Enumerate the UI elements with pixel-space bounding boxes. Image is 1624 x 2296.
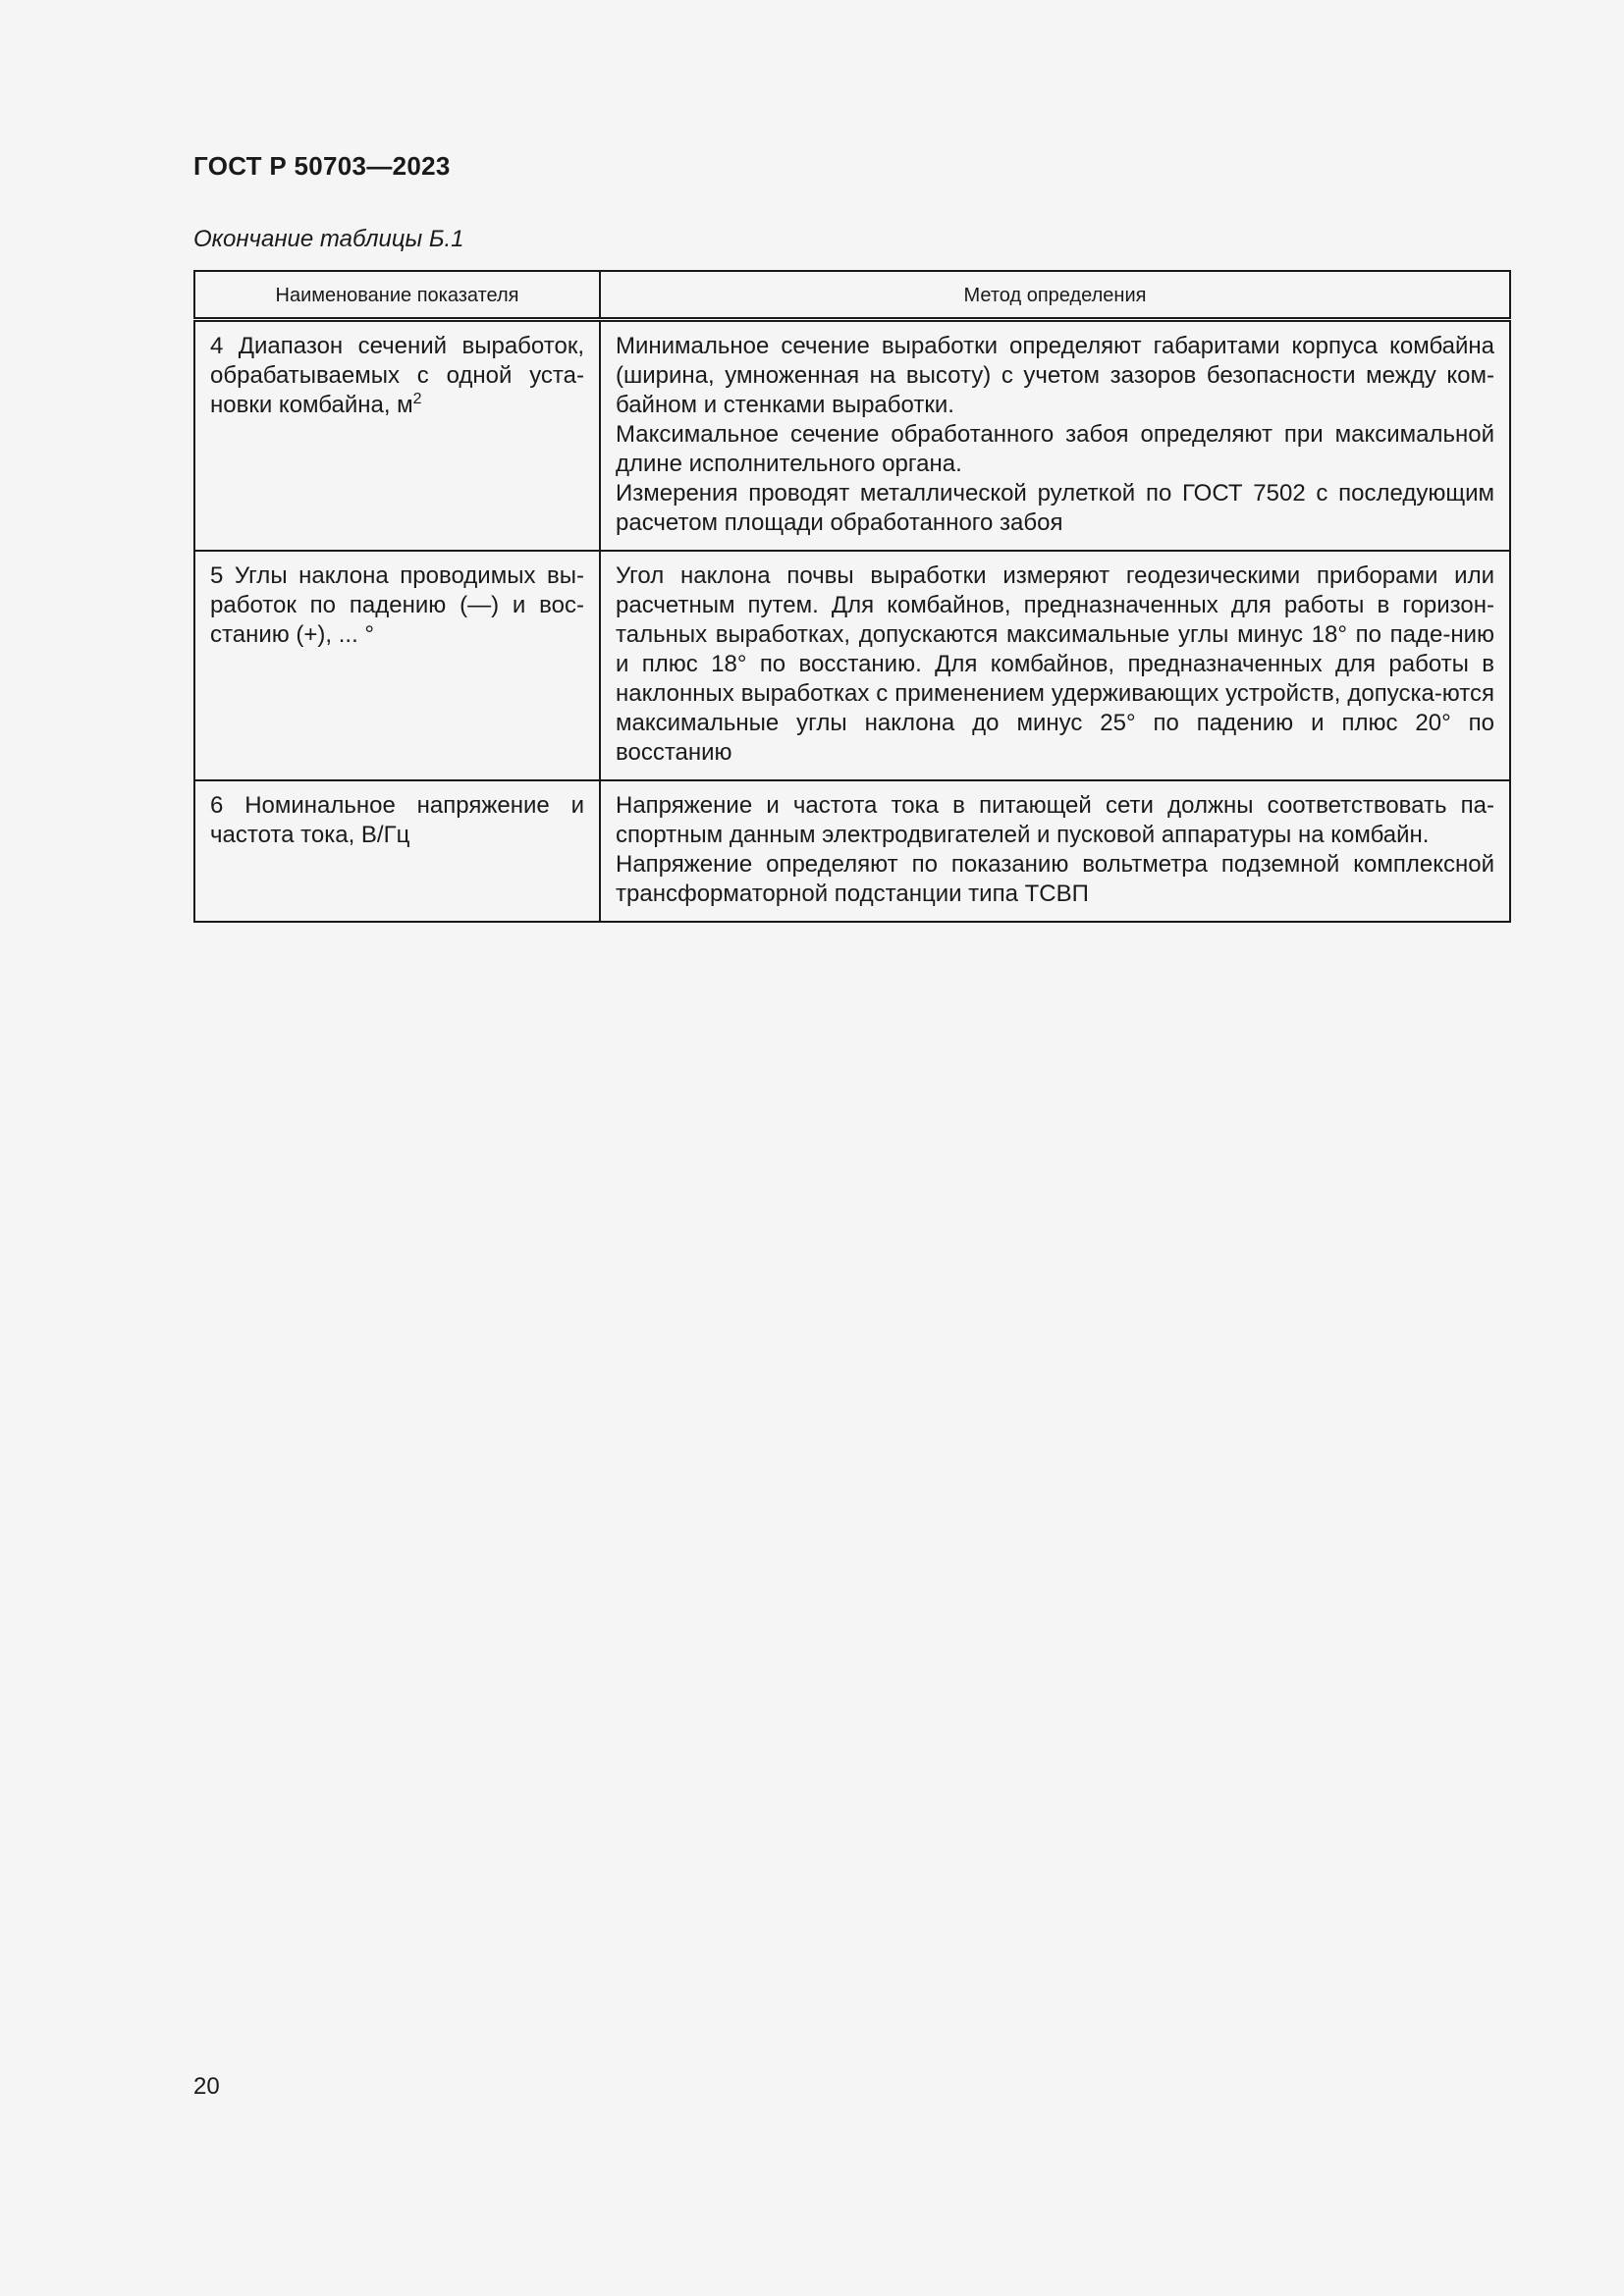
table-caption: Окончание таблицы Б.1 [193,226,464,252]
indicator-text: 6 Номинальное напряжение и частота тока, В/Гц [210,792,584,848]
method-paragraph: Угол наклона почвы выработки измеряют геодезическими приборами или расчетным путем. Для комбайнов, предназначенных для работы в горизон-тальных выработках, допускаются максимальные углы минус 18° по паде-нию и плюс 18° по восстанию. Для комбайнов, предназначенных для работы в наклонных выработках с применением удерживающих устройств, допуска-ются максимальные углы наклона до минус 25° по падению и плюс 20° по восстанию [616,562,1494,766]
method-paragraph: Измерения проводят металлической рулеткой по ГОСТ 7502 с последующим расчетом площади обработанного забоя [616,480,1494,536]
method-cell [600,551,1510,780]
method-cell [600,780,1510,922]
page-number: 20 [193,2073,220,2100]
table-header-row [194,271,1510,320]
table-row [194,320,1510,552]
indicator-cell [194,320,600,552]
column-header-method: Метод определения [600,271,1510,320]
superscript: 2 [412,391,422,407]
document-header: ГОСТ Р 50703—2023 [193,151,451,181]
indicator-text: 5 Углы наклона проводимых вы-работок по падению (—) и вос-станию (+), ... ° [210,562,584,648]
method-paragraph: Максимальное сечение обработанного забоя определяют при максимальной длине исполнительного органа. [616,421,1494,477]
table-row [194,780,1510,922]
indicator-cell [194,780,600,922]
table-row [194,551,1510,780]
method-paragraph: Напряжение и частота тока в питающей сети должны соответствовать па-спортным данным электродвигателей и пусковой аппаратуры на комбайн. [616,792,1494,848]
method-paragraph: Напряжение определяют по показанию вольтметра подземной комплексной трансформаторной подстанции типа ТСВП [616,851,1494,907]
method-cell [600,320,1510,552]
indicator-cell [194,551,600,780]
indicator-text: 4 Диапазон сечений выработок, обрабатываемых с одной уста-новки комбайна, м [210,333,584,418]
column-header-indicator: Наименование показателя [194,271,600,320]
specification-table [193,270,1511,923]
method-paragraph: Минимальное сечение выработки определяют габаритами корпуса комбайна (ширина, умноженная на высоту) с учетом зазоров безопасности между ком-байном и стенками выработки. [616,333,1494,418]
